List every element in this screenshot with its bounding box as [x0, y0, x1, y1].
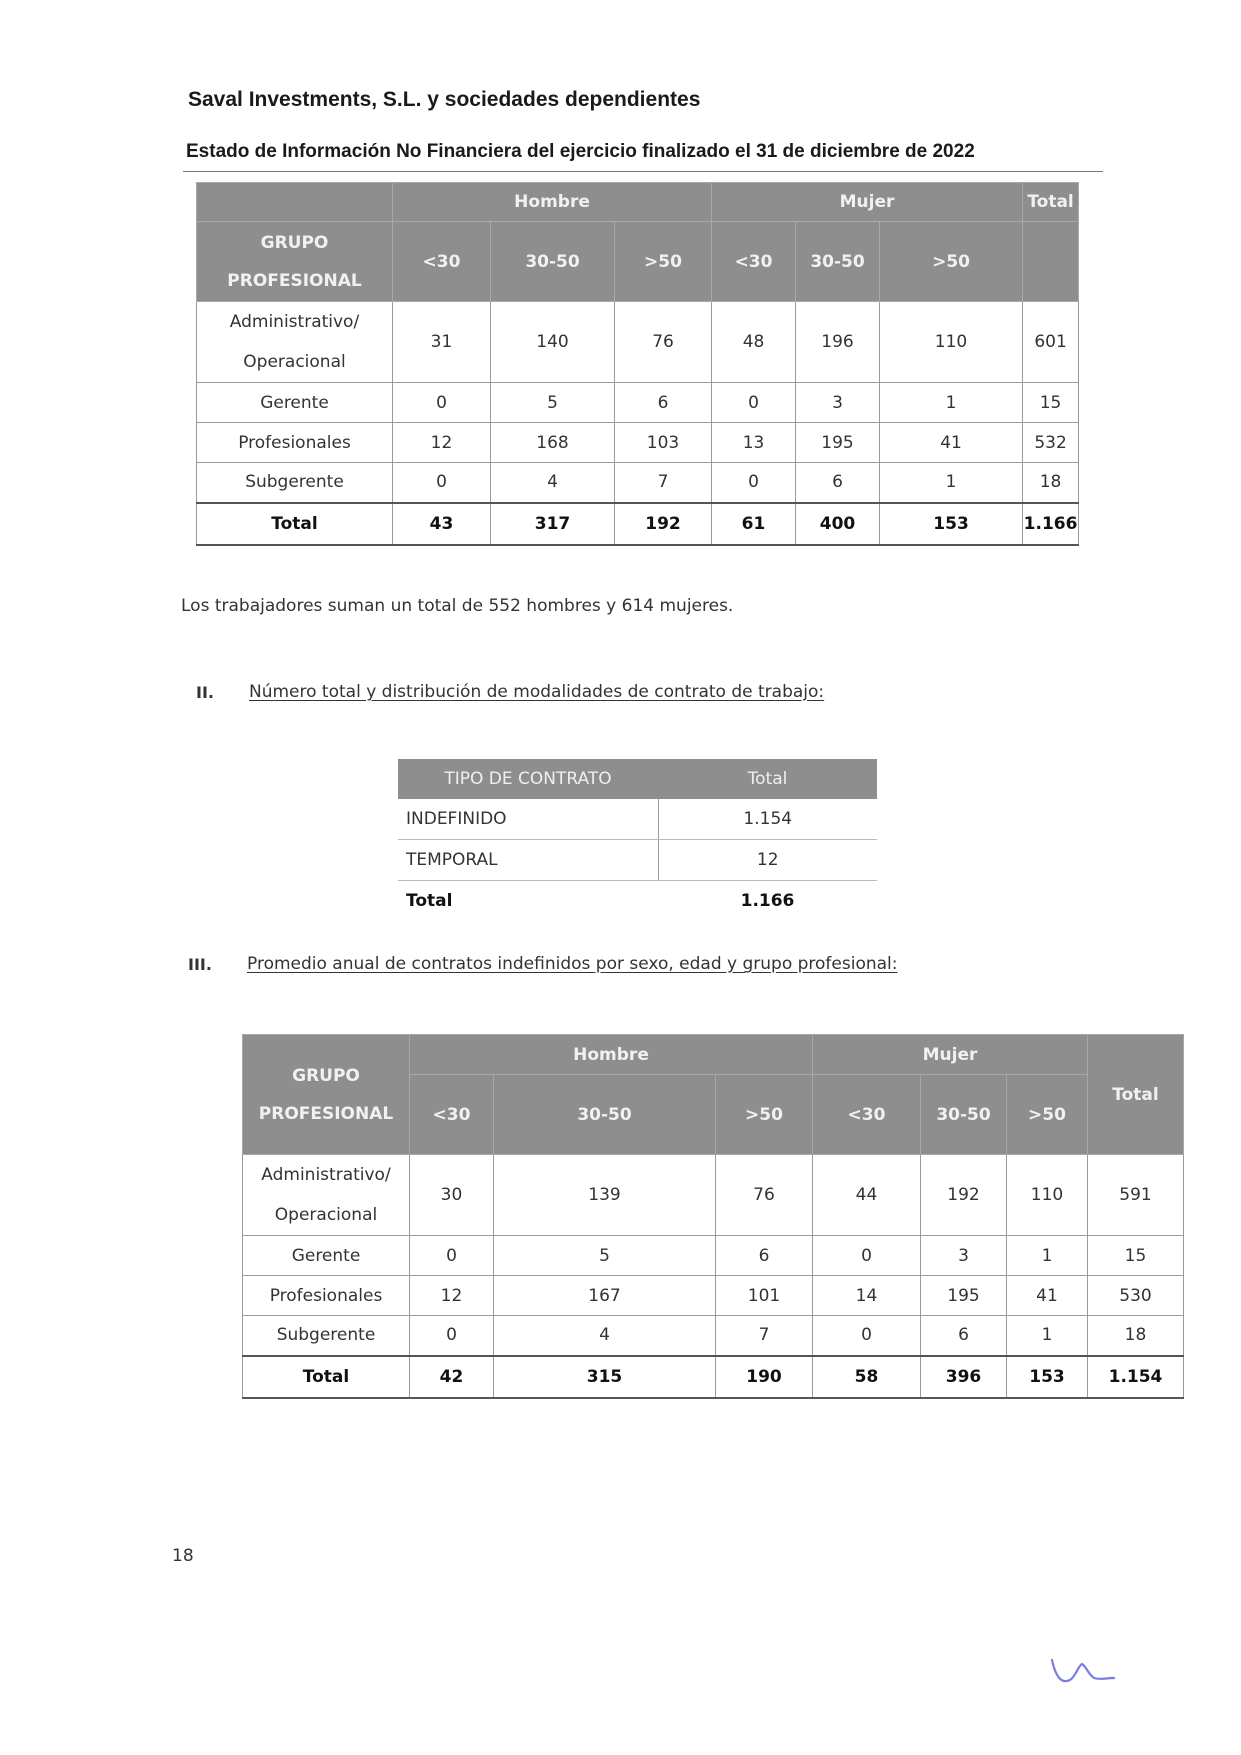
header-hombre-gt50: >50: [716, 1075, 813, 1155]
table-row: [398, 840, 877, 881]
cell: 12: [410, 1276, 494, 1316]
cell: 4: [494, 1316, 716, 1356]
header-mujer-gt50: >50: [880, 222, 1023, 302]
table-row: [243, 1276, 1184, 1316]
cell: 110: [1007, 1155, 1088, 1236]
cell: 41: [1007, 1276, 1088, 1316]
cell: 6: [921, 1316, 1007, 1356]
cell: 192: [921, 1155, 1007, 1236]
cell: 43: [393, 503, 491, 545]
page-number: 18: [172, 1546, 194, 1566]
section-iii-numeral: III.: [188, 955, 212, 974]
cell: 30: [410, 1155, 494, 1236]
header-mujer: Mujer: [712, 183, 1023, 222]
total-row: [398, 881, 877, 922]
contract-value: 1.154: [658, 799, 877, 840]
total-label: Total: [197, 503, 393, 545]
cell: 1.166: [1023, 503, 1079, 545]
header-grupo-profesional: GRUPO PROFESIONAL: [197, 222, 393, 302]
cell: 3: [796, 383, 880, 423]
cell: 601: [1023, 302, 1079, 383]
header-hombre: Hombre: [410, 1035, 813, 1075]
cell: 42: [410, 1356, 494, 1398]
cell: 0: [712, 383, 796, 423]
cell: 44: [813, 1155, 921, 1236]
table-row: [243, 1155, 1184, 1236]
contract-label: INDEFINIDO: [398, 799, 658, 840]
cell: 6: [796, 463, 880, 503]
cell: 195: [921, 1276, 1007, 1316]
company-name: Saval Investments, S.L. y sociedades dependientes: [188, 88, 701, 111]
cell: 195: [796, 423, 880, 463]
cell: 0: [393, 463, 491, 503]
cell: 48: [712, 302, 796, 383]
cell: 400: [796, 503, 880, 545]
header-tipo-contrato: TIPO DE CONTRATO: [398, 759, 658, 799]
cell: 530: [1088, 1276, 1184, 1316]
header-hombre-30-50: 30-50: [494, 1075, 716, 1155]
header-total-blank: [1023, 222, 1079, 302]
contract-label: TEMPORAL: [398, 840, 658, 881]
cell: 1: [880, 463, 1023, 503]
cell: 0: [813, 1236, 921, 1276]
header-hombre: Hombre: [393, 183, 712, 222]
row-label: Subgerente: [243, 1316, 410, 1356]
header-mujer: Mujer: [813, 1035, 1088, 1075]
cell: 317: [491, 503, 615, 545]
cell: 315: [494, 1356, 716, 1398]
document-subtitle: Estado de Información No Financiera del ejercicio finalizado el 31 de diciembre de 2022: [186, 141, 975, 162]
cell: 192: [615, 503, 712, 545]
cell: 5: [494, 1236, 716, 1276]
cell: 76: [615, 302, 712, 383]
table-row: [243, 1316, 1184, 1356]
cell: 58: [813, 1356, 921, 1398]
section-ii-heading: Número total y distribución de modalidades de contrato de trabajo:: [249, 682, 825, 702]
cell: 15: [1023, 383, 1079, 423]
table-row: [197, 423, 1079, 463]
row-label: Subgerente: [197, 463, 393, 503]
cell: 140: [491, 302, 615, 383]
header-blank: [197, 183, 393, 222]
cell: 532: [1023, 423, 1079, 463]
row-label: Administrativo/ Operacional: [243, 1155, 410, 1236]
contract-type-table: [398, 759, 877, 921]
signature-mark: [1048, 1652, 1118, 1692]
header-hombre-lt30: <30: [410, 1075, 494, 1155]
cell: 190: [716, 1356, 813, 1398]
table-row: [197, 302, 1079, 383]
total-value: 1.166: [740, 891, 795, 911]
header-mujer-30-50: 30-50: [796, 222, 880, 302]
contract-value: 12: [658, 840, 877, 881]
cell: 396: [921, 1356, 1007, 1398]
cell: 168: [491, 423, 615, 463]
row-label: Administrativo/ Operacional: [197, 302, 393, 383]
table-row: [197, 383, 1079, 423]
total-row: [197, 503, 1079, 545]
cell: 0: [410, 1316, 494, 1356]
cell: 1: [880, 383, 1023, 423]
header-mujer-gt50: >50: [1007, 1075, 1088, 1155]
table-row: [398, 799, 877, 840]
indefinite-contracts-table: [242, 1034, 1184, 1399]
cell: 41: [880, 423, 1023, 463]
cell: 110: [880, 302, 1023, 383]
cell: 4: [491, 463, 615, 503]
cell: 1: [1007, 1236, 1088, 1276]
cell: 13: [712, 423, 796, 463]
section-ii-numeral: II.: [196, 683, 214, 702]
cell: 18: [1023, 463, 1079, 503]
cell: 0: [712, 463, 796, 503]
cell: 15: [1088, 1236, 1184, 1276]
row-label: Gerente: [243, 1236, 410, 1276]
row-label: Profesionales: [243, 1276, 410, 1316]
header-total: Total: [658, 759, 877, 799]
cell: 31: [393, 302, 491, 383]
header-hombre-gt50: >50: [615, 222, 712, 302]
table-row: [243, 1236, 1184, 1276]
cell: 0: [410, 1236, 494, 1276]
header-total: Total: [1023, 183, 1079, 222]
cell: 139: [494, 1155, 716, 1236]
cell: 7: [615, 463, 712, 503]
total-label: Total: [406, 891, 453, 911]
cell: 76: [716, 1155, 813, 1236]
total-label: Total: [243, 1356, 410, 1398]
cell: 101: [716, 1276, 813, 1316]
header-mujer-lt30: <30: [712, 222, 796, 302]
header-grupo-profesional: GRUPO PROFESIONAL: [243, 1035, 410, 1155]
cell: 1.154: [1088, 1356, 1184, 1398]
header-hombre-30-50: 30-50: [491, 222, 615, 302]
cell: 5: [491, 383, 615, 423]
cell: 1: [1007, 1316, 1088, 1356]
total-row: [243, 1356, 1184, 1398]
section-iii-heading: Promedio anual de contratos indefinidos por sexo, edad y grupo profesional:: [247, 954, 898, 974]
workers-summary: Los trabajadores suman un total de 552 hombres y 614 mujeres.: [181, 596, 734, 616]
header-mujer-30-50: 30-50: [921, 1075, 1007, 1155]
cell: 591: [1088, 1155, 1184, 1236]
header-hombre-lt30: <30: [393, 222, 491, 302]
table-row: [197, 463, 1079, 503]
cell: 6: [615, 383, 712, 423]
cell: 3: [921, 1236, 1007, 1276]
cell: 7: [716, 1316, 813, 1356]
row-label: Profesionales: [197, 423, 393, 463]
cell: 0: [393, 383, 491, 423]
header-rule: [183, 171, 1103, 172]
cell: 167: [494, 1276, 716, 1316]
cell: 18: [1088, 1316, 1184, 1356]
cell: 196: [796, 302, 880, 383]
employees-table: [196, 182, 1079, 546]
cell: 14: [813, 1276, 921, 1316]
cell: 153: [1007, 1356, 1088, 1398]
header-mujer-lt30: <30: [813, 1075, 921, 1155]
cell: 0: [813, 1316, 921, 1356]
cell: 12: [393, 423, 491, 463]
cell: 153: [880, 503, 1023, 545]
header-total: Total: [1088, 1035, 1184, 1155]
cell: 103: [615, 423, 712, 463]
row-label: Gerente: [197, 383, 393, 423]
cell: 61: [712, 503, 796, 545]
cell: 6: [716, 1236, 813, 1276]
